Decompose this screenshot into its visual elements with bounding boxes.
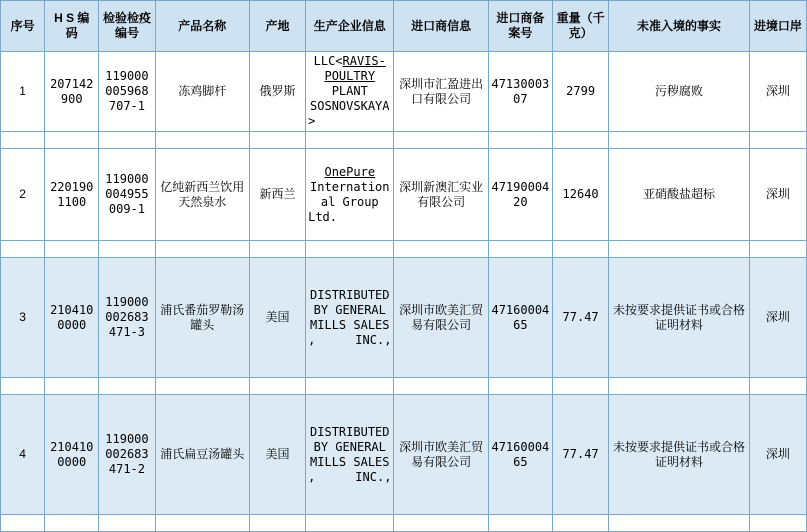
gap-cell [488,132,552,149]
cell-port: 深圳 [749,395,806,515]
gap-cell [45,378,99,395]
table-row [1,395,807,515]
gap-cell [394,132,488,149]
cell-hs-code: 210410 0000 [45,258,99,378]
cell-importer: 深圳新澳汇实业有限公司 [394,149,488,241]
cell-origin: 美国 [249,258,305,378]
column-header-hs-code: H S 编 码 [45,1,99,52]
column-header-origin: 产地 [249,1,305,52]
cell-index: 4 [1,395,45,515]
cell-inspection-no: 119000 004955 009-1 [99,149,155,241]
gap-cell [749,241,806,258]
cell-port: 深圳 [749,52,806,132]
column-header-port: 进境口岸 [749,1,806,52]
table-row [1,52,807,132]
table-row [1,149,807,241]
cell-product-name: 冻鸡脚杆 [155,52,249,132]
gap-cell [306,515,394,532]
gap-cell [609,378,750,395]
table-body [1,52,807,532]
gap-cell [553,378,609,395]
row-gap [1,378,807,395]
gap-cell [609,515,750,532]
cell-weight: 2799 [553,52,609,132]
cell-product-name: 浦氏扁豆汤罐头 [155,395,249,515]
cell-origin: 新西兰 [249,149,305,241]
gap-cell [249,378,305,395]
manufacturer-text: DISTRIBUTED BY GENERAL MILLS SALES , INC., [308,287,392,347]
cell-index: 2 [1,149,45,241]
gap-cell [1,241,45,258]
gap-cell [99,378,155,395]
cell-product-name: 浦氏番茄罗勒汤罐头 [155,258,249,378]
gap-cell [45,241,99,258]
gap-cell [609,241,750,258]
gap-cell [306,241,394,258]
gap-cell [249,132,305,149]
cell-index: 1 [1,52,45,132]
cell-hs-code: 210410 0000 [45,395,99,515]
gap-cell [155,515,249,532]
gap-cell [553,515,609,532]
row-gap [1,241,807,258]
cell-reason: 亚硝酸盐超标 [609,149,750,241]
cell-weight: 77.47 [553,258,609,378]
cell-manufacturer [306,52,394,132]
gap-cell [306,378,394,395]
gap-cell [155,378,249,395]
cell-importer: 深圳市汇盈进出口有限公司 [394,52,488,132]
cell-weight: 12640 [553,149,609,241]
column-header-importer: 进口商信息 [394,1,488,52]
cell-inspection-no: 119000 005968 707-1 [99,52,155,132]
gap-cell [99,132,155,149]
column-header-importer-record-no: 进口商备案号 [488,1,552,52]
cell-reason: 未按要求提供证书或合格证明材料 [609,258,750,378]
gap-cell [45,132,99,149]
column-header-product-name: 产品名称 [155,1,249,52]
manufacturer-link-text: OnePure [324,164,376,179]
cell-reason: 污秽腐败 [609,52,750,132]
cell-manufacturer [306,258,394,378]
row-gap [1,515,807,532]
cell-reason: 未按要求提供证书或合格证明材料 [609,395,750,515]
cell-importer-record-no: 4716000465 [488,258,552,378]
column-header-reason: 未准入境的事实 [609,1,750,52]
column-header-weight: 重量（千克） [553,1,609,52]
table-header [1,1,807,52]
gap-cell [609,132,750,149]
gap-cell [749,132,806,149]
gap-cell [99,241,155,258]
cell-importer: 深圳市欧美汇贸易有限公司 [394,258,488,378]
table-row [1,258,807,378]
cell-importer-record-no: 4716000465 [488,395,552,515]
gap-cell [249,515,305,532]
gap-cell [553,132,609,149]
manufacturer-text: DISTRIBUTED BY GENERAL MILLS SALES , INC., [308,424,392,484]
gap-cell [394,241,488,258]
cell-index: 3 [1,258,45,378]
gap-cell [249,241,305,258]
table-header-row [1,1,807,52]
gap-cell [1,515,45,532]
cell-importer: 深圳市欧美汇贸易有限公司 [394,395,488,515]
gap-cell [155,132,249,149]
column-header-index: 序号 [1,1,45,52]
row-gap [1,132,807,149]
cell-manufacturer [306,395,394,515]
cell-origin: 俄罗斯 [249,52,305,132]
cell-hs-code: 220190 1100 [45,149,99,241]
gap-cell [1,132,45,149]
cell-importer-record-no: 4719000420 [488,149,552,241]
cell-weight: 77.47 [553,395,609,515]
cell-port: 深圳 [749,149,806,241]
manufacturer-text: LLC<RAVIS-POULTRY PLANT SOSNOVSKAYA> [308,54,390,128]
gap-cell [306,132,394,149]
cell-manufacturer [306,149,394,241]
gap-cell [488,515,552,532]
gap-cell [45,515,99,532]
gap-cell [394,515,488,532]
gap-cell [394,378,488,395]
manufacturer-text: OnePure International Group Ltd. [308,164,390,224]
cell-hs-code: 207142 900 [45,52,99,132]
cell-inspection-no: 119000 002683 471-2 [99,395,155,515]
column-header-inspection-no: 检验检疫编号 [99,1,155,52]
cell-product-name: 亿纯新西兰饮用天然泉水 [155,149,249,241]
cell-port: 深圳 [749,258,806,378]
gap-cell [488,378,552,395]
gap-cell [553,241,609,258]
gap-cell [155,241,249,258]
gap-cell [749,378,806,395]
cell-origin: 美国 [249,395,305,515]
manufacturer-link-text: RAVIS-POULTRY [324,54,386,83]
gap-cell [488,241,552,258]
gap-cell [1,378,45,395]
cell-inspection-no: 119000 002683 471-3 [99,258,155,378]
gap-cell [749,515,806,532]
gap-cell [99,515,155,532]
column-header-manufacturer: 生产企业信息 [306,1,394,52]
cell-importer-record-no: 4713000307 [488,52,552,132]
